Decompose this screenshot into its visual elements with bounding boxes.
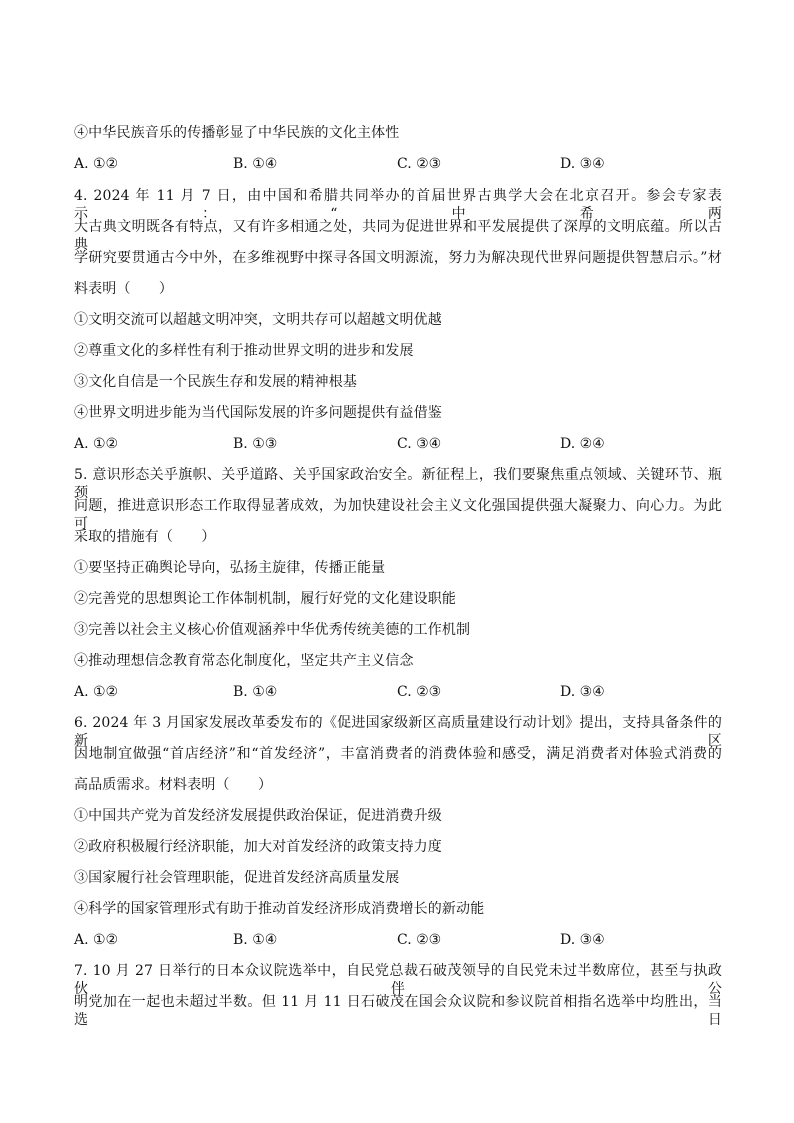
q4-statement-3: ③文化自信是一个民族生存和发展的精神根基	[74, 374, 357, 390]
q4-option-a[interactable]: A. ①②	[74, 436, 119, 452]
q7-stem-line-2: 明党加在一起也未超过半数。但 11 月 11 日石破茂在国会众议院和参议院首相指名选举中均胜出，当选日	[74, 994, 722, 1028]
q6-stem-line-2: 因地制宜做强“首店经济”和“首发经济”，丰富消费者的消费体验和感受，满足消费者对体验式消费的	[74, 746, 722, 762]
q6-stem-line-1: 6. 2024 年 3 月国家发展改革委发布的《促进国家级新区高质量建设行动计划》提出，支持具备条件的新区	[74, 715, 722, 749]
q4-option-d[interactable]: D. ②④	[560, 436, 605, 452]
q4-stem-line-1: 4. 2024 年 11 月 7 日，由中国和希腊共同举办的首届世界古典学大会在北京召开。参会专家表示：“中希两	[74, 188, 722, 222]
q3-option-c[interactable]: C. ②③	[397, 156, 442, 172]
q5-options	[74, 683, 734, 701]
q5-stem-line-3: 采取的措施有（ ）	[74, 529, 216, 545]
q5-option-b[interactable]: B. ①④	[233, 684, 278, 700]
q6-option-b[interactable]: B. ①④	[233, 932, 278, 948]
q4-stem-line-2: 大古典文明既各有特点，又有许多相通之处，共同为促进世界和平发展提供了深厚的文明底蕴。所以古典	[74, 219, 722, 253]
q6-statement-4: ④科学的国家管理形式有助于推动首发经济形成消费增长的新动能	[74, 901, 485, 917]
q3-options	[74, 155, 734, 173]
q6-option-d[interactable]: D. ③④	[560, 932, 605, 948]
q5-stem-line-2: 问题，推进意识形态工作取得显著成效，为加快建设社会主义文化强国提供强大凝聚力、向心力。为此可	[74, 498, 722, 532]
q4-options	[74, 435, 734, 453]
q6-option-a[interactable]: A. ①②	[74, 932, 119, 948]
q6-option-c[interactable]: C. ②③	[397, 932, 442, 948]
q4-statement-4: ④世界文明进步能为当代国际发展的许多问题提供有益借鉴	[74, 405, 442, 421]
q6-stem-line-3: 高品质需求。材料表明（ ）	[74, 777, 273, 793]
q4-option-b[interactable]: B. ①③	[233, 436, 278, 452]
q6-statement-2: ②政府积极履行经济职能，加大对首发经济的政策支持力度	[74, 839, 442, 855]
q4-option-c[interactable]: C. ③④	[397, 436, 442, 452]
q5-statement-2: ②完善党的思想舆论工作体制机制，履行好党的文化建设职能	[74, 591, 457, 607]
q5-option-d[interactable]: D. ③④	[560, 684, 605, 700]
q5-statement-4: ④推动理想信念教育常态化制度化，坚定共产主义信念	[74, 653, 414, 669]
q3-option-d[interactable]: D. ③④	[560, 156, 605, 172]
q4-stem-line-3: 学研究要贯通古今中外，在多维视野中探寻各国文明源流，努力为解决现代世界问题提供智慧启示。”材	[74, 250, 722, 266]
q6-statement-1: ①中国共产党为首发经济发展提供政治保证，促进消费升级	[74, 808, 442, 824]
q3-option-a[interactable]: A. ①②	[74, 156, 119, 172]
q4-statement-1: ①文明交流可以超越文明冲突，文明共存可以超越文明优越	[74, 312, 442, 328]
q5-statement-3: ③完善以社会主义核心价值观涵养中华优秀传统美德的工作机制	[74, 622, 471, 638]
q6-statement-3: ③国家履行社会管理职能，促进首发经济高质量发展	[74, 870, 400, 886]
q5-option-a[interactable]: A. ①②	[74, 684, 119, 700]
q3-option-b[interactable]: B. ①④	[233, 156, 278, 172]
q5-statement-1: ①要坚持正确舆论导向，弘扬主旋律，传播正能量	[74, 560, 386, 576]
q5-stem-line-1: 5. 意识形态关乎旗帜、关乎道路、关乎国家政治安全。新征程上，我们要聚焦重点领域、关键环节、瓶颈	[74, 467, 722, 501]
q4-statement-2: ②尊重文化的多样性有利于推动世界文明的进步和发展	[74, 343, 414, 359]
q7-stem-line-1: 7. 10 月 27 日举行的日本众议院选举中，自民党总裁石破茂领导的自民党未过半数席位，甚至与执政伙伴公	[74, 963, 722, 997]
q5-option-c[interactable]: C. ②③	[397, 684, 442, 700]
q4-stem-line-4: 料表明（ ）	[74, 281, 174, 297]
q3-statement-4: ④中华民族音乐的传播彰显了中华民族的文化主体性	[74, 125, 400, 141]
q6-options	[74, 931, 734, 949]
